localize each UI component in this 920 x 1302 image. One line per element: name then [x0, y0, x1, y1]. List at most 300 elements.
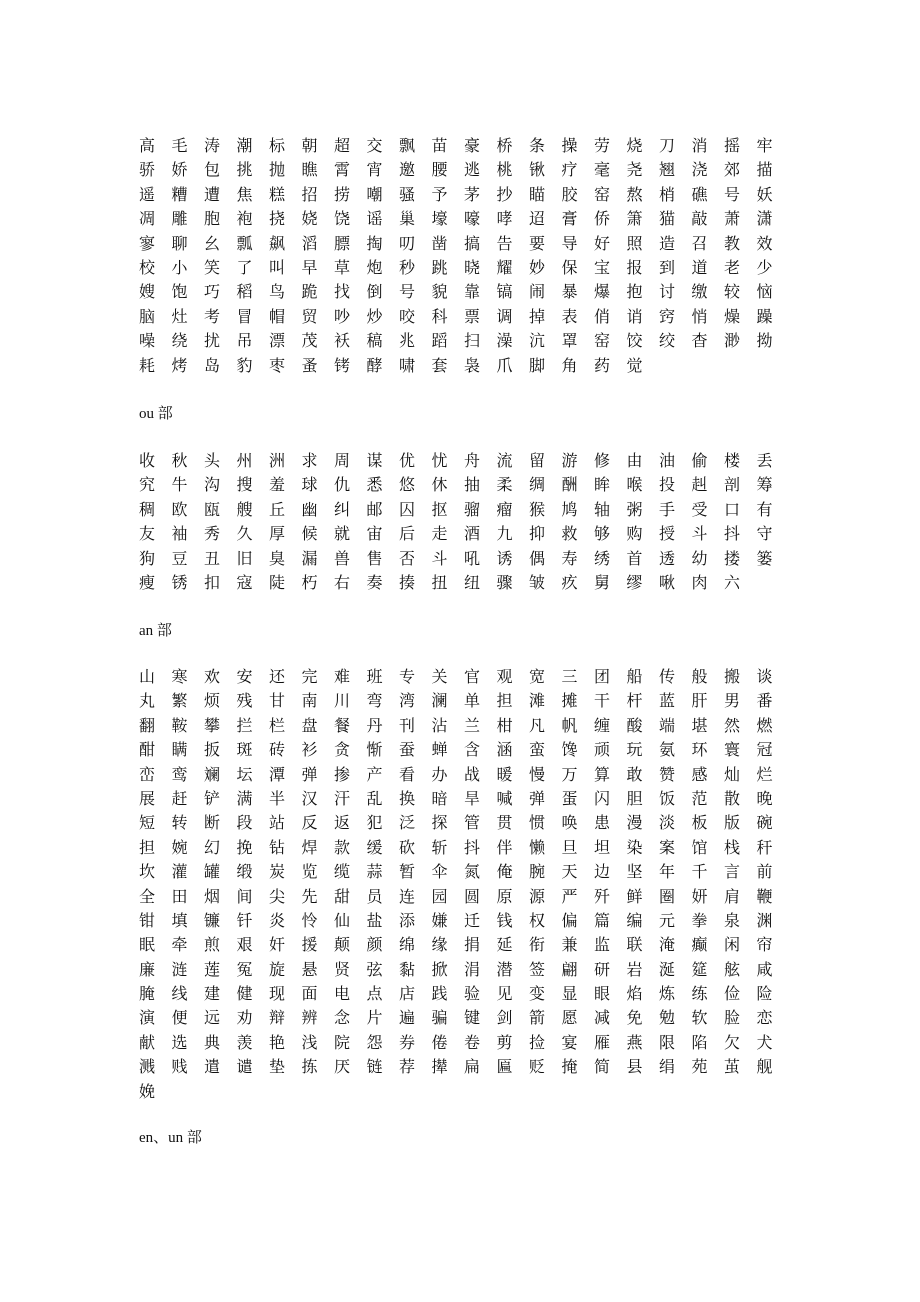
character: 般 [691, 667, 708, 686]
character: 滔 [301, 233, 318, 253]
character: 厚 [269, 524, 286, 544]
character: 杆 [626, 691, 643, 711]
character: 招 [301, 184, 318, 204]
character: 售 [366, 548, 383, 568]
character: 浅 [301, 1032, 318, 1052]
character: 遥 [139, 184, 156, 204]
character: 鸠 [561, 499, 578, 519]
character: 钎 [236, 910, 253, 930]
character: 爆 [594, 282, 611, 302]
character-row [139, 329, 819, 353]
character: 悄 [691, 306, 708, 326]
character: 沾 [431, 715, 448, 735]
character: 悠 [399, 475, 416, 495]
character: 奸 [269, 935, 286, 955]
character: 秀 [204, 524, 221, 544]
character: 瞄 [529, 184, 546, 204]
character: 半 [269, 788, 286, 808]
character: 耀 [496, 257, 513, 277]
character: 邀 [399, 160, 416, 180]
character: 扣 [204, 572, 221, 592]
character: 咸 [756, 959, 773, 979]
character: 嫌 [431, 910, 448, 930]
character: 变 [529, 984, 546, 1004]
character: 仇 [334, 475, 351, 495]
character: 周 [334, 451, 351, 470]
character: 劳 [594, 136, 611, 155]
character: 糕 [269, 184, 286, 204]
character: 窍 [659, 306, 676, 326]
character: 闲 [724, 935, 741, 955]
character: 惭 [366, 740, 383, 760]
character: 舰 [756, 1057, 773, 1077]
character: 官 [464, 667, 481, 686]
character: 炎 [269, 910, 286, 930]
character: 泉 [724, 910, 741, 930]
character: 反 [301, 813, 318, 833]
character: 干 [594, 691, 611, 711]
section-title-ou: ou 部 [139, 406, 173, 422]
character: 眠 [139, 935, 156, 955]
character: 管 [464, 813, 481, 833]
character: 筵 [691, 959, 708, 979]
character: 敲 [691, 209, 708, 229]
character: 窑 [594, 331, 611, 351]
character: 漫 [626, 813, 643, 833]
character: 惯 [529, 813, 546, 833]
character: 挠 [269, 209, 286, 229]
character: 伴 [496, 837, 513, 857]
character: 到 [659, 257, 676, 277]
character: 躁 [756, 306, 773, 326]
character: 线 [171, 984, 188, 1004]
character: 蚤 [301, 355, 318, 375]
character: 酬 [561, 475, 578, 495]
character: 弹 [301, 764, 318, 784]
character: 朽 [301, 572, 318, 592]
character: 号 [724, 184, 741, 204]
character: 透 [659, 548, 676, 568]
character: 酸 [626, 715, 643, 735]
character: 缎 [236, 862, 253, 882]
character-row [139, 811, 819, 835]
character: 馆 [691, 837, 708, 857]
character: 源 [529, 886, 546, 906]
character: 雁 [594, 1032, 611, 1052]
character: 年 [659, 862, 676, 882]
character: 暴 [561, 282, 578, 302]
character: 斓 [204, 764, 221, 784]
character: 员 [366, 886, 383, 906]
character: 鞍 [171, 715, 188, 735]
character: 键 [464, 1008, 481, 1028]
character: 镐 [496, 282, 513, 302]
character: 电 [334, 984, 351, 1004]
character: 遭 [204, 184, 221, 204]
character: 填 [171, 910, 188, 930]
character: 标 [269, 136, 286, 155]
character: 餐 [334, 715, 351, 735]
character: 艘 [236, 499, 253, 519]
character: 园 [431, 886, 448, 906]
character: 蛋 [561, 788, 578, 808]
character: 练 [691, 984, 708, 1004]
character: 怜 [301, 910, 318, 930]
character: 疗 [561, 160, 578, 180]
character: 乱 [366, 788, 383, 808]
character: 报 [626, 257, 643, 277]
character: 礁 [691, 184, 708, 204]
character: 由 [626, 451, 643, 470]
character: 拗 [756, 331, 773, 351]
character: 演 [139, 1008, 156, 1028]
character-row [139, 665, 819, 689]
character: 摇 [724, 136, 741, 155]
character: 铲 [204, 788, 221, 808]
character: 旧 [236, 548, 253, 568]
character: 羞 [269, 475, 286, 495]
character: 圆 [464, 886, 481, 906]
character: 完 [301, 667, 318, 686]
character: 渊 [756, 910, 773, 930]
character: 算 [594, 764, 611, 784]
character-row [139, 714, 819, 738]
character: 闪 [594, 788, 611, 808]
character: 修 [594, 451, 611, 470]
character: 授 [659, 524, 676, 544]
character: 高 [139, 136, 156, 155]
character: 甘 [269, 691, 286, 711]
character: 描 [756, 160, 773, 180]
character: 求 [301, 451, 318, 470]
character: 版 [724, 813, 741, 833]
character: 欢 [204, 667, 221, 686]
character: 丸 [139, 691, 156, 711]
character-row [139, 354, 819, 378]
character: 担 [139, 837, 156, 857]
character: 远 [204, 1008, 221, 1028]
character: 匾 [496, 1057, 513, 1077]
character: 淡 [659, 813, 676, 833]
character: 单 [464, 691, 481, 711]
character: 头 [204, 451, 221, 470]
character: 俺 [496, 862, 513, 882]
character: 氨 [659, 740, 676, 760]
character: 贬 [529, 1057, 546, 1077]
section-title-an: an 部 [139, 623, 172, 639]
character-row [139, 1031, 819, 1055]
character: 垫 [269, 1057, 286, 1077]
character: 搂 [724, 548, 741, 568]
character: 贪 [334, 740, 351, 760]
character: 条 [529, 136, 546, 155]
character: 谈 [756, 667, 773, 686]
character-row [139, 134, 819, 158]
character: 照 [626, 233, 643, 253]
character: 道 [691, 257, 708, 277]
character: 炒 [366, 306, 383, 326]
character: 笑 [204, 257, 221, 277]
character: 吼 [464, 548, 481, 568]
character-row [139, 158, 819, 182]
character: 口 [724, 499, 741, 519]
character: 毫 [594, 160, 611, 180]
character: 炼 [659, 984, 676, 1004]
character: 找 [334, 282, 351, 302]
character: 瘦 [139, 572, 156, 592]
character: 碗 [756, 813, 773, 833]
character: 宵 [366, 160, 383, 180]
character: 校 [139, 257, 156, 277]
character: 栏 [269, 715, 286, 735]
character: 贸 [301, 306, 318, 326]
character: 草 [334, 257, 351, 277]
character: 科 [431, 306, 448, 326]
character: 小 [171, 257, 188, 277]
character: 熬 [626, 184, 643, 204]
character: 点 [366, 984, 383, 1004]
character: 缘 [431, 935, 448, 955]
character: 偷 [691, 451, 708, 470]
character: 短 [139, 813, 156, 833]
character: 偏 [561, 910, 578, 930]
character: 歼 [594, 886, 611, 906]
character: 斗 [431, 548, 448, 568]
character: 胶 [561, 184, 578, 204]
character: 坛 [236, 764, 253, 784]
character: 箭 [529, 1008, 546, 1028]
character: 交 [366, 136, 383, 155]
character: 有 [756, 499, 773, 519]
character: 缓 [366, 837, 383, 857]
character: 漂 [269, 331, 286, 351]
character: 帽 [269, 306, 286, 326]
character: 叨 [399, 233, 416, 253]
character: 叫 [269, 257, 286, 277]
character: 晚 [756, 788, 773, 808]
character: 手 [659, 499, 676, 519]
character: 泛 [399, 813, 416, 833]
character: 炭 [269, 862, 286, 882]
character: 团 [594, 667, 611, 686]
character-row [139, 449, 819, 473]
character: 脸 [724, 1008, 741, 1028]
character: 严 [561, 886, 578, 906]
character: 烦 [204, 691, 221, 711]
character: 旱 [464, 788, 481, 808]
character: 绸 [529, 475, 546, 495]
character: 签 [529, 959, 546, 979]
character: 觉 [626, 355, 643, 375]
character: 攀 [204, 715, 221, 735]
character: 坎 [139, 862, 156, 882]
character: 噪 [139, 331, 156, 351]
character: 颜 [366, 935, 383, 955]
character: 疚 [561, 572, 578, 592]
character: 超 [334, 136, 351, 155]
character: 铐 [334, 355, 351, 375]
character: 简 [594, 1057, 611, 1077]
character: 店 [399, 984, 416, 1004]
character: 见 [496, 984, 513, 1004]
character: 浇 [691, 160, 708, 180]
character: 稠 [139, 499, 156, 519]
character: 罐 [204, 862, 221, 882]
character: 诮 [626, 306, 643, 326]
character: 关 [431, 667, 448, 686]
character: 受 [691, 499, 708, 519]
character: 娆 [301, 209, 318, 229]
character: 联 [626, 935, 643, 955]
character: 转 [171, 813, 188, 833]
character: 六 [724, 572, 741, 592]
character: 含 [464, 740, 481, 760]
character: 首 [626, 548, 643, 568]
character: 飙 [269, 233, 286, 253]
character: 告 [496, 233, 513, 253]
character: 弦 [366, 959, 383, 979]
character: 抽 [464, 475, 481, 495]
character: 兽 [334, 548, 351, 568]
character: 千 [691, 862, 708, 882]
character: 喉 [626, 475, 643, 495]
character: 购 [626, 524, 643, 544]
character: 换 [399, 788, 416, 808]
character: 元 [659, 910, 676, 930]
character: 绕 [171, 331, 188, 351]
character: 选 [171, 1032, 188, 1052]
character: 弹 [529, 788, 546, 808]
character-row [139, 498, 819, 522]
character: 恋 [756, 1008, 773, 1028]
character-block-ao [139, 134, 819, 378]
character: 凡 [529, 715, 546, 735]
character-row [139, 909, 819, 933]
character: 膏 [561, 209, 578, 229]
character: 战 [464, 764, 481, 784]
character: 优 [399, 451, 416, 470]
character: 否 [399, 548, 416, 568]
character: 圈 [659, 886, 676, 906]
character: 就 [334, 524, 351, 544]
character: 凿 [431, 233, 448, 253]
character: 谣 [366, 209, 383, 229]
character: 糟 [171, 184, 188, 204]
character: 挑 [236, 160, 253, 180]
character: 丹 [366, 715, 383, 735]
character: 欧 [171, 499, 188, 519]
character: 闹 [529, 282, 546, 302]
character: 臭 [269, 548, 286, 568]
character: 板 [691, 813, 708, 833]
character: 考 [204, 306, 221, 326]
character: 忧 [431, 451, 448, 470]
character: 散 [724, 788, 741, 808]
character: 甜 [334, 886, 351, 906]
character: 舟 [464, 451, 481, 470]
character-block-ou [139, 449, 819, 595]
character: 俏 [594, 306, 611, 326]
character: 抛 [269, 160, 286, 180]
character: 恼 [756, 282, 773, 302]
character: 捐 [464, 935, 481, 955]
character: 究 [139, 475, 156, 495]
character: 州 [236, 451, 253, 470]
character: 缆 [334, 862, 351, 882]
character: 莲 [204, 959, 221, 979]
character: 粥 [626, 499, 643, 519]
character: 掩 [561, 1057, 578, 1077]
character: 艳 [269, 1032, 286, 1052]
character: 看 [399, 764, 416, 784]
character: 宙 [366, 524, 383, 544]
character: 鸾 [171, 764, 188, 784]
character: 湾 [399, 691, 416, 711]
character: 扭 [431, 572, 448, 592]
character: 朝 [301, 136, 318, 155]
character: 桥 [496, 136, 513, 155]
character: 酣 [139, 740, 156, 760]
character: 捞 [334, 184, 351, 204]
character: 唤 [561, 813, 578, 833]
character: 萧 [724, 209, 741, 229]
character: 安 [236, 667, 253, 686]
character: 造 [659, 233, 676, 253]
character: 较 [724, 282, 741, 302]
character: 守 [756, 524, 773, 544]
character: 搞 [464, 233, 481, 253]
character: 眼 [594, 984, 611, 1004]
character: 权 [529, 910, 546, 930]
character: 拳 [691, 910, 708, 930]
character: 汗 [334, 788, 351, 808]
character: 刀 [659, 136, 676, 155]
character: 友 [139, 524, 156, 544]
character: 川 [334, 691, 351, 711]
character: 艰 [236, 935, 253, 955]
character: 免 [626, 1008, 643, 1028]
character: 候 [301, 524, 318, 544]
character-row [139, 232, 819, 256]
character: 断 [204, 813, 221, 833]
character: 涓 [464, 959, 481, 979]
character: 眸 [594, 475, 611, 495]
character: 娩 [139, 1081, 156, 1101]
character: 赞 [659, 764, 676, 784]
character: 皱 [529, 572, 546, 592]
character: 验 [464, 984, 481, 1004]
character-row [139, 1055, 819, 1079]
character: 探 [431, 813, 448, 833]
character: 聊 [171, 233, 188, 253]
character: 腰 [431, 160, 448, 180]
character: 瞒 [171, 740, 188, 760]
character: 豹 [236, 355, 253, 375]
character: 丢 [756, 451, 773, 470]
character: 袄 [334, 331, 351, 351]
character: 抖 [464, 837, 481, 857]
character: 召 [691, 233, 708, 253]
character: 后 [399, 524, 416, 544]
character: 杳 [691, 331, 708, 351]
character: 端 [659, 715, 676, 735]
character: 限 [659, 1032, 676, 1052]
character: 箫 [626, 209, 643, 229]
character-row [139, 836, 819, 860]
character: 患 [594, 813, 611, 833]
character: 酵 [366, 355, 383, 375]
character-row [139, 933, 819, 957]
